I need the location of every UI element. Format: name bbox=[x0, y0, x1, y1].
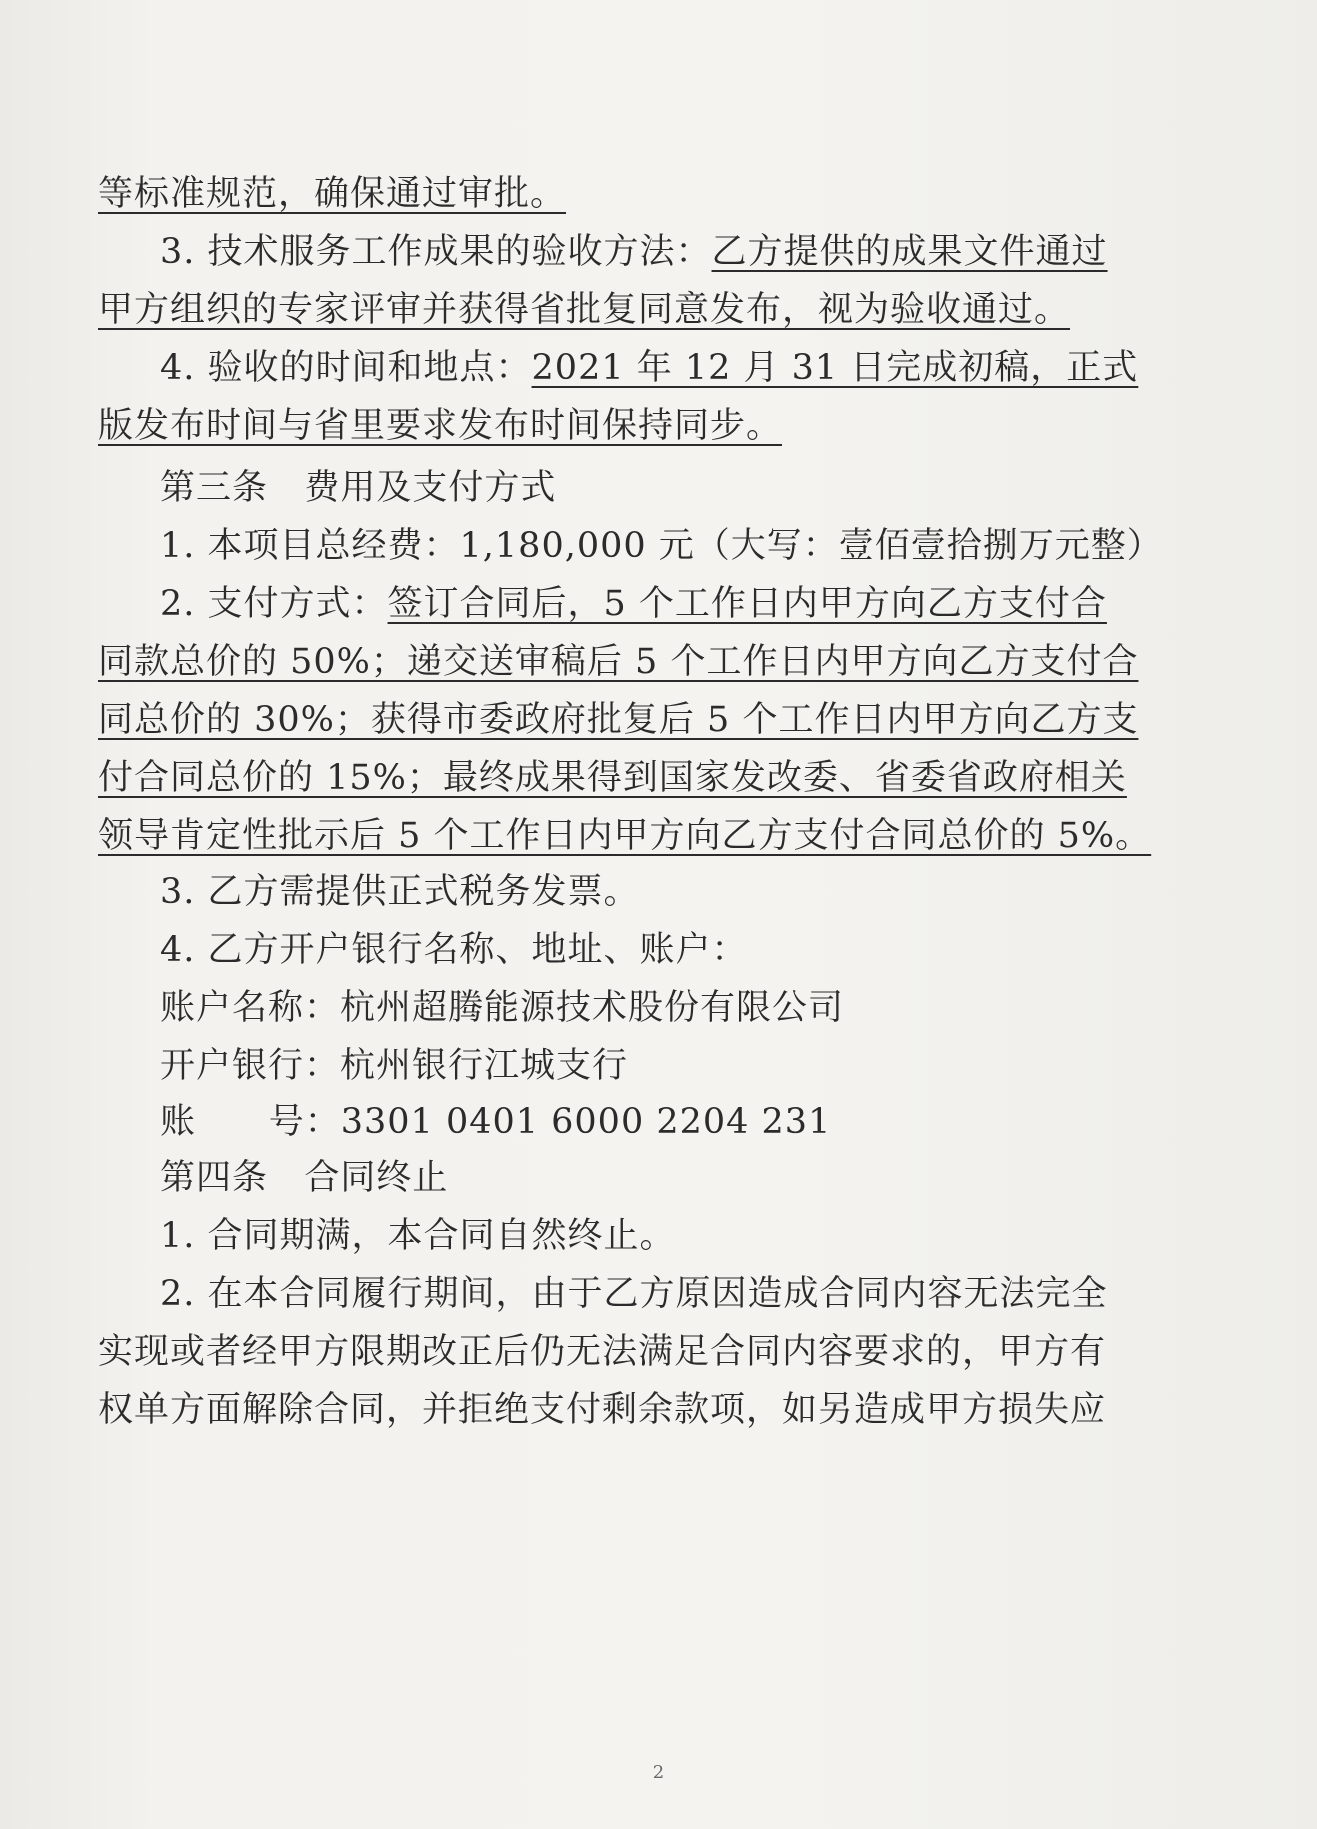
text-segment: 1. 本项目总经费：1,180,000 元（大写：壹佰壹拾捌万元整） bbox=[160, 526, 1163, 566]
text-line bbox=[160, 582, 1107, 628]
text-line bbox=[160, 346, 1138, 392]
text-line bbox=[160, 1044, 628, 1090]
page-number: 2 bbox=[652, 1762, 665, 1783]
text-line bbox=[160, 524, 1163, 570]
underlined-text: 等标准规范，确保通过审批。 bbox=[98, 174, 567, 214]
underlined-text: 2021 年 12 月 31 日完成初稿，正式 bbox=[531, 348, 1139, 388]
text-line bbox=[160, 986, 844, 1032]
text-line bbox=[160, 1156, 448, 1202]
underlined-text: 签订合同后，5 个工作日内甲方向乙方支付合 bbox=[387, 584, 1107, 624]
underlined-text: 同总价的 30%；获得市委政府批复后 5 个工作日内甲方向乙方支 bbox=[98, 700, 1139, 740]
text-line bbox=[98, 640, 1138, 686]
text-line bbox=[98, 756, 1127, 802]
text-segment: 3. 技术服务工作成果的验收方法： bbox=[160, 232, 712, 272]
underlined-text: 同款总价的 50%；递交送审稿后 5 个工作日内甲方向乙方支付合 bbox=[98, 642, 1139, 682]
text-line bbox=[98, 404, 782, 450]
text-line bbox=[160, 466, 556, 512]
text-segment: 权单方面解除合同，并拒绝支付剩余款项，如另造成甲方损失应 bbox=[98, 1390, 1107, 1430]
text-line bbox=[160, 870, 640, 916]
text-line bbox=[98, 814, 1151, 860]
text-segment: 开户银行：杭州银行江城支行 bbox=[160, 1046, 629, 1086]
text-line bbox=[160, 1100, 831, 1146]
text-line bbox=[98, 172, 566, 218]
text-line bbox=[160, 1214, 676, 1260]
text-line bbox=[98, 1330, 1106, 1376]
text-segment: 2. 支付方式： bbox=[160, 584, 388, 624]
text-line bbox=[98, 1388, 1106, 1434]
underlined-text: 付合同总价的 15%；最终成果得到国家发改委、省委省政府相关 bbox=[98, 758, 1127, 798]
text-segment: 4. 乙方开户银行名称、地址、账户： bbox=[160, 930, 748, 970]
text-segment: 第三条 费用及支付方式 bbox=[160, 468, 557, 508]
underlined-text: 领导肯定性批示后 5 个工作日内甲方向乙方支付合同总价的 5%。 bbox=[98, 816, 1152, 856]
text-line bbox=[160, 1272, 1108, 1318]
text-segment: 账 号：3301 0401 6000 2204 231 bbox=[160, 1102, 832, 1142]
text-segment: 3. 乙方需提供正式税务发票。 bbox=[160, 872, 640, 912]
text-segment: 账户名称：杭州超腾能源技术股份有限公司 bbox=[160, 988, 845, 1028]
text-segment: 4. 验收的时间和地点： bbox=[160, 348, 532, 388]
text-line bbox=[160, 928, 748, 974]
underlined-text: 甲方组织的专家评审并获得省批复同意发布，视为验收通过。 bbox=[98, 290, 1071, 330]
underlined-text: 乙方提供的成果文件通过 bbox=[711, 232, 1108, 272]
text-segment: 实现或者经甲方限期改正后仍无法满足合同内容要求的，甲方有 bbox=[98, 1332, 1107, 1372]
underlined-text: 版发布时间与省里要求发布时间保持同步。 bbox=[98, 406, 783, 446]
text-segment: 2. 在本合同履行期间，由于乙方原因造成合同内容无法完全 bbox=[160, 1274, 1108, 1314]
text-segment: 1. 合同期满，本合同自然终止。 bbox=[160, 1216, 676, 1256]
text-line bbox=[160, 230, 1108, 276]
text-segment: 第四条 合同终止 bbox=[160, 1158, 449, 1198]
text-line bbox=[98, 698, 1138, 744]
text-line bbox=[98, 288, 1070, 334]
